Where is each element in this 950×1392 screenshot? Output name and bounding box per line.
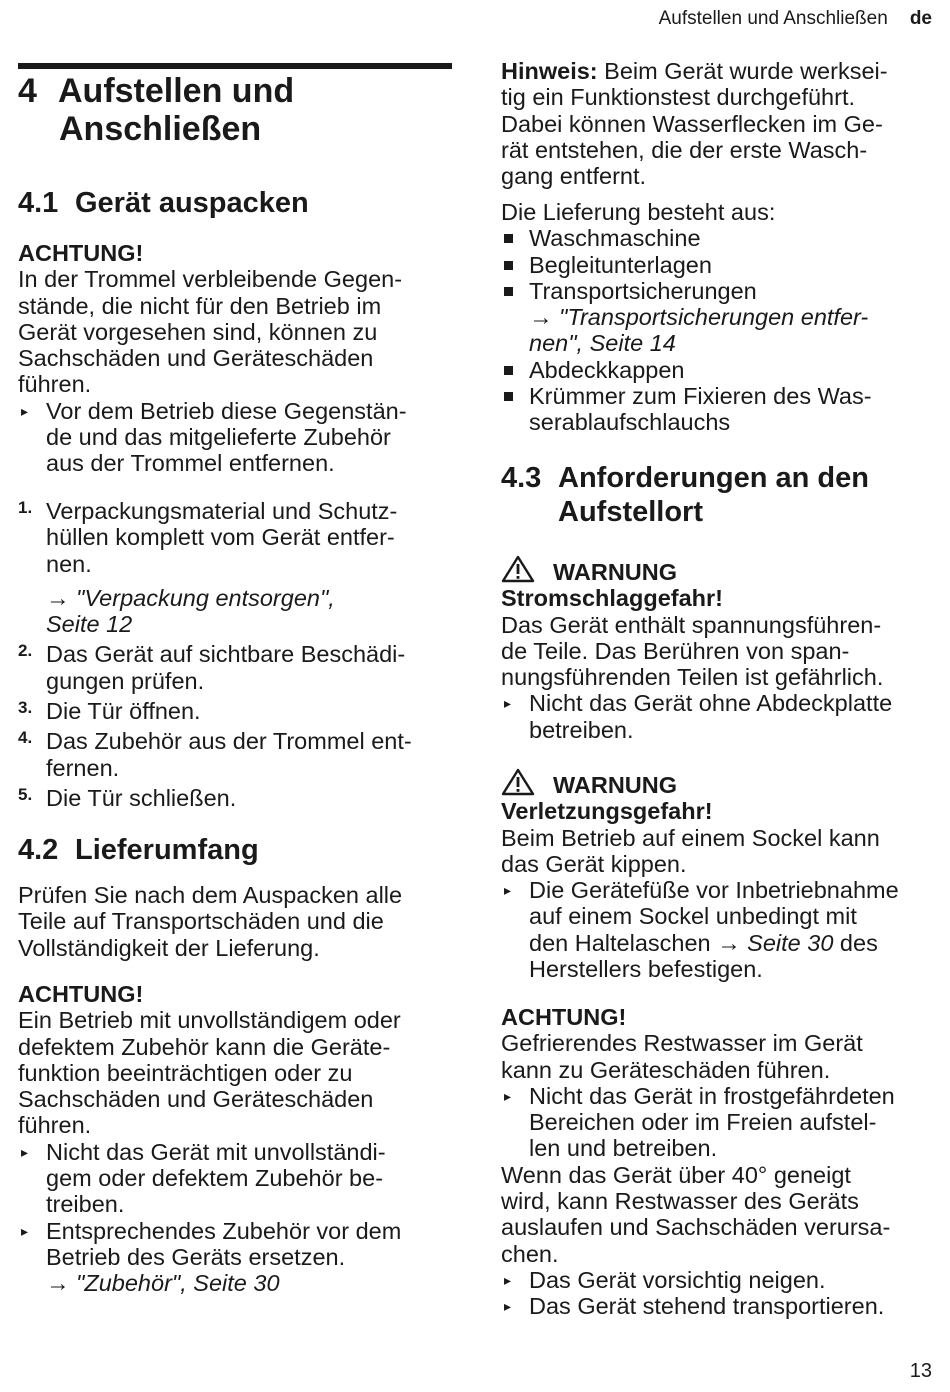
step-line: Die Tür schließen. <box>46 784 237 811</box>
section-number: 4.2 <box>18 834 59 866</box>
warning-text-line: das Gerät kippen. <box>501 850 687 877</box>
delivery-list <box>501 199 941 436</box>
action-line: betreiben. <box>529 716 634 743</box>
caution-text-line: defektem Zubehör kann die Geräte- <box>18 1033 391 1060</box>
triangle-bullet-icon: ▸ <box>504 1271 512 1288</box>
list-item <box>501 383 941 436</box>
warning-heading <box>501 768 941 798</box>
step-line: nen. <box>46 550 92 577</box>
list-item <box>501 252 941 278</box>
step-4 <box>18 728 454 781</box>
warning-text-line: de Teile. Das Berühren von span- <box>501 637 850 664</box>
warning-triangle-icon <box>501 768 535 796</box>
hazard-title: Verletzungsgefahr! <box>501 798 713 825</box>
caution-action <box>18 1139 454 1218</box>
warning-action <box>501 877 941 982</box>
action-text: des <box>833 929 878 956</box>
list-item-text: Transportsicherungen <box>529 277 757 304</box>
note-line: gang entfernt. <box>501 163 647 190</box>
warning-text-line: nungsführenden Teilen ist gefährlich. <box>501 664 884 691</box>
page-header <box>659 8 932 30</box>
chapter-title-line2: Anschließen <box>59 110 262 148</box>
triangle-bullet-icon: ▸ <box>504 1298 512 1315</box>
action-line: Vor dem Betrieb diese Gegenstän- <box>46 397 407 424</box>
step-line: gungen prüfen. <box>46 667 205 694</box>
action-line: Nicht das Gerät ohne Abdeckplatte <box>529 690 893 717</box>
action-line: Nicht das Gerät in frostgefährdeten <box>529 1082 895 1109</box>
square-bullet-icon <box>504 261 513 270</box>
cross-reference[interactable]: → "Zubehör", Seite 30 <box>46 1270 280 1297</box>
action-line: gem oder defektem Zubehör be- <box>46 1165 384 1192</box>
caution-text-line: stände, die nicht für den Betrieb im <box>18 292 382 319</box>
step-line: Das Gerät auf sichtbare Beschädi- <box>46 641 406 668</box>
step-3 <box>18 698 454 724</box>
action-text: den Haltelaschen <box>529 929 718 956</box>
triangle-bullet-icon: ▸ <box>504 695 512 712</box>
section-title-line2: Aufstellort <box>558 496 703 528</box>
warning-electric-shock <box>501 555 941 743</box>
intro-line: Prüfen Sie nach dem Auspacken alle <box>18 882 403 908</box>
section-number: 4.3 <box>501 462 542 494</box>
caution-text-line: In der Trommel verbleibende Gegen- <box>18 266 403 293</box>
caution-label: ACHTUNG! <box>501 1004 627 1030</box>
action-line: aus der Trommel entfernen. <box>46 450 335 477</box>
s41-caution <box>18 240 454 477</box>
action-line: Betrieb des Geräts ersetzen. <box>46 1243 346 1270</box>
step-line: hüllen komplett vom Gerät entfer- <box>46 524 395 551</box>
section-title: Lieferumfang <box>75 834 259 866</box>
intro-line: Teile auf Transportschäden und die <box>18 908 384 935</box>
action-line <box>529 930 941 956</box>
step-number: 5. <box>18 784 33 804</box>
step-line: Verpackungsmaterial und Schutz- <box>46 498 398 524</box>
caution-text-line: auslaufen und Sachschäden verursa- <box>501 1214 891 1241</box>
action-line: Die Gerätefüße vor Inbetriebnahme <box>529 877 899 904</box>
action-line: Das Gerät stehend transportieren. <box>529 1293 885 1320</box>
note-line: tig ein Funktionstest durchgeführt. <box>501 84 856 111</box>
s43-caution <box>501 1004 941 1320</box>
action-line: Entsprechendes Zubehör vor dem <box>46 1217 402 1244</box>
section-title: Gerät auspacken <box>75 187 309 219</box>
triangle-bullet-icon: ▸ <box>21 402 29 419</box>
step-number: 3. <box>18 698 33 718</box>
caution-label: ACHTUNG! <box>18 240 144 266</box>
warning-heading <box>501 555 941 585</box>
caution-text-line: Wenn das Gerät über 40° geneigt <box>501 1161 851 1188</box>
caution-text-line: Sachschäden und Geräteschäden <box>18 1086 374 1113</box>
warning-label: WARNUNG <box>553 772 678 798</box>
language-tag: de <box>909 8 932 29</box>
s41-steps <box>18 498 454 811</box>
warning-injury <box>501 768 941 982</box>
note-text: Beim Gerät wurde werksei- <box>597 58 888 84</box>
step-number: 1. <box>18 498 33 517</box>
triangle-bullet-icon: ▸ <box>21 1222 29 1239</box>
triangle-bullet-icon: ▸ <box>21 1143 29 1160</box>
note-label: Hinweis: <box>501 58 598 84</box>
step-line: Das Zubehör aus der Trommel ent- <box>46 728 412 755</box>
chapter-number: 4 <box>18 72 37 110</box>
step-number: 2. <box>18 641 33 661</box>
hazard-title: Stromschlaggefahr! <box>501 585 723 612</box>
caution-action <box>501 1293 941 1319</box>
square-bullet-icon <box>504 287 513 296</box>
caution-label: ACHTUNG! <box>18 981 144 1007</box>
page-number: 13 <box>909 1360 932 1382</box>
warning-triangle-icon <box>501 555 535 583</box>
square-bullet-icon <box>504 392 513 401</box>
chapter-title-line1: Aufstellen und <box>58 72 295 110</box>
list-item <box>501 278 941 357</box>
cross-reference[interactable]: → "Verpackung entsorgen", <box>46 584 335 611</box>
cross-reference[interactable]: nen", Seite 14 <box>529 330 676 357</box>
list-item-text: Krümmer zum Fixieren des Was- <box>529 383 872 410</box>
caution-text-line: funktion beeinträchtigen oder zu <box>18 1059 353 1086</box>
note-line: Dabei können Wasserflecken im Ge- <box>501 110 883 137</box>
action-line: Nicht das Gerät mit unvollständi- <box>46 1138 386 1165</box>
list-item-text: Begleitunterlagen <box>529 251 712 278</box>
step-line: fernen. <box>46 754 120 781</box>
list-item-text: serablaufschlauchs <box>529 409 731 436</box>
triangle-bullet-icon: ▸ <box>504 1087 512 1104</box>
cross-reference[interactable]: → "Transportsicherungen entfer- <box>529 304 869 331</box>
square-bullet-icon <box>504 234 513 243</box>
caution-action <box>18 1218 454 1297</box>
list-item-text: Waschmaschine <box>529 225 701 252</box>
step-number: 4. <box>18 728 33 748</box>
action-line: Herstellers befestigen. <box>529 956 763 983</box>
chapter-title <box>18 72 294 148</box>
s42-intro <box>18 882 454 961</box>
action-line: auf einem Sockel unbedingt mit <box>529 903 857 930</box>
caution-text-line: Gefrierendes Restwasser im Gerät <box>501 1030 863 1057</box>
caution-text-line: Gerät vorgesehen sind, können zu <box>18 318 378 345</box>
caution-action <box>501 1267 941 1293</box>
delivery-intro: Die Lieferung besteht aus: <box>501 199 776 225</box>
step-line: Die Tür öffnen. <box>46 698 201 725</box>
action-line: Das Gerät vorsichtig neigen. <box>529 1266 826 1293</box>
cross-reference[interactable]: Seite 12 <box>46 611 133 638</box>
caution-action <box>501 1083 941 1162</box>
step-5 <box>18 785 454 811</box>
caution-text-line: wird, kann Restwasser des Geräts <box>501 1188 859 1215</box>
chapter-rule <box>18 63 452 69</box>
section-4-2-heading <box>18 833 259 867</box>
action-line: len und betreiben. <box>529 1135 718 1162</box>
cross-reference[interactable]: → Seite 30 <box>717 929 834 956</box>
s42-caution <box>18 981 454 1297</box>
warning-action <box>501 690 941 743</box>
caution-text-line: führen. <box>18 371 92 398</box>
square-bullet-icon <box>504 366 513 375</box>
section-4-3-heading <box>501 461 869 529</box>
step-2 <box>18 641 454 694</box>
caution-text-line: Ein Betrieb mit unvollständigem oder <box>18 1007 401 1034</box>
caution-action <box>18 398 454 477</box>
note-line: rät entstehen, die der erste Wasch- <box>501 136 868 163</box>
header-section-title: Aufstellen und Anschließen <box>658 8 888 29</box>
warning-text-line: Beim Betrieb auf einem Sockel kann <box>501 824 880 851</box>
action-line: de und das mitgelieferte Zubehör <box>46 424 391 451</box>
section-title-line1: Anforderungen an den <box>558 462 869 494</box>
list-item-text: Abdeckkappen <box>529 356 685 383</box>
section-4-1-heading <box>18 186 309 220</box>
section-number: 4.1 <box>18 187 59 219</box>
note-line <box>501 58 941 84</box>
caution-text-line: kann zu Geräteschäden führen. <box>501 1056 831 1083</box>
step-1 <box>18 498 454 637</box>
warning-label: WARNUNG <box>553 559 678 585</box>
caution-text-line: führen. <box>18 1112 92 1139</box>
list-item <box>501 225 941 251</box>
warning-text-line: Das Gerät enthält spannungsführen- <box>501 611 882 638</box>
note-block <box>501 58 941 189</box>
action-line: Bereichen oder im Freien aufstel- <box>529 1109 877 1136</box>
caution-text-line: chen. <box>501 1240 559 1267</box>
caution-text-line: Sachschäden und Geräteschäden <box>18 345 374 372</box>
triangle-bullet-icon: ▸ <box>504 882 512 899</box>
action-line: treiben. <box>46 1191 125 1218</box>
list-item <box>501 357 941 383</box>
intro-line: Vollständigkeit der Lieferung. <box>18 934 320 961</box>
